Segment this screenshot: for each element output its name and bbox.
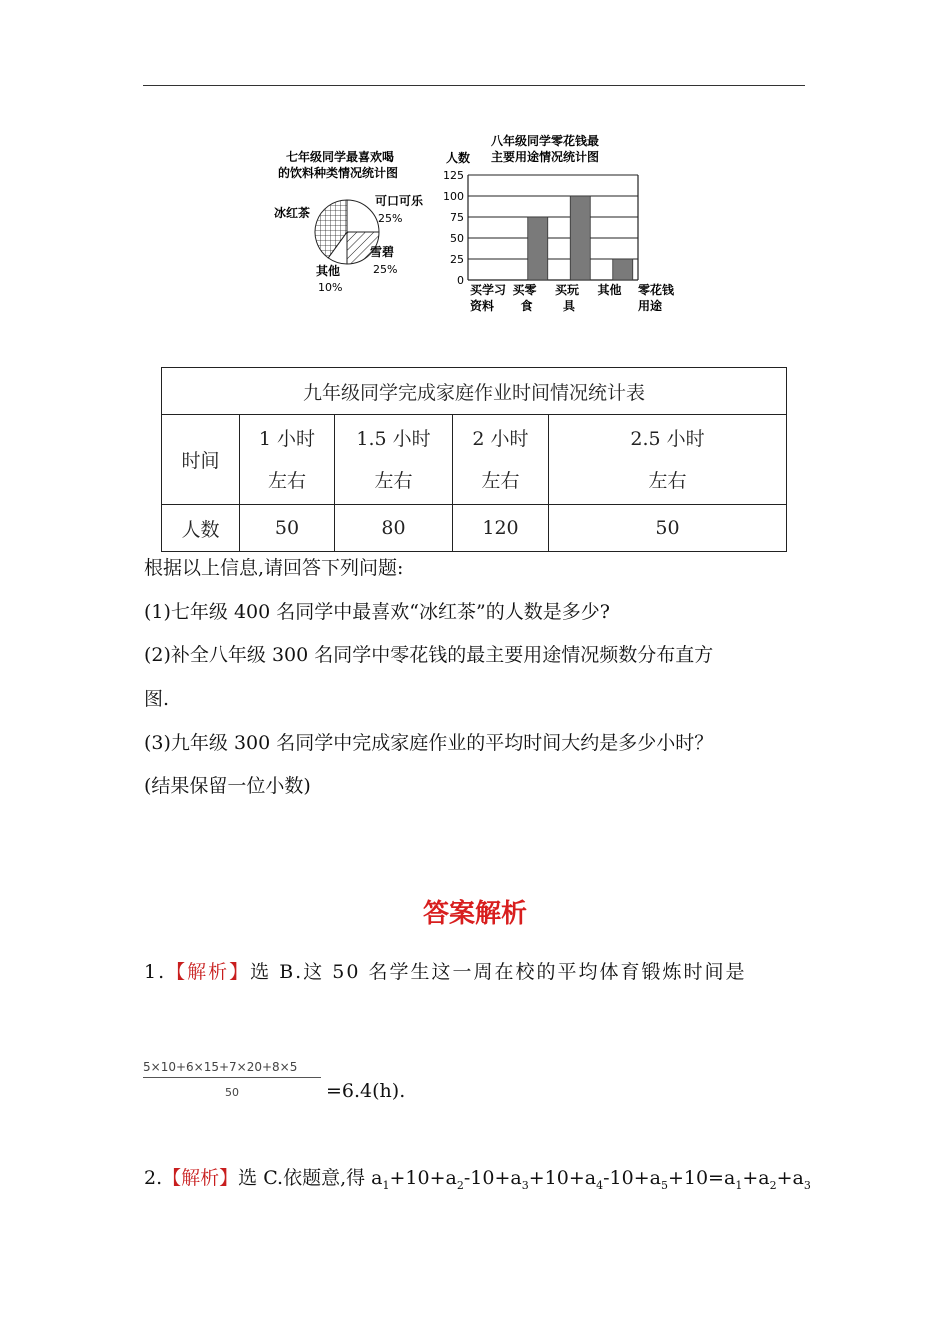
y-tick-label: 75 [450, 211, 464, 224]
pie-label-other: 其他 [316, 264, 341, 278]
expr-part: 1 [735, 1178, 743, 1192]
figure-area [260, 125, 700, 325]
pie-title-line2: 的饮料种类情况统计图 [277, 166, 399, 180]
x-category-label: 具 [563, 299, 576, 313]
row-label-time-a: 时 [181, 450, 201, 472]
bar-title-line2: 主要用途情况统计图 [490, 150, 600, 164]
x-category-label: 买零 [512, 283, 537, 297]
col-1-5h [335, 415, 453, 505]
col-label-line2: 左右 [648, 469, 687, 492]
expr-part: -10+a [603, 1167, 661, 1189]
bar-ylabel: 人数 [446, 151, 471, 165]
bar [528, 217, 548, 280]
expr-part: 2 [769, 1178, 777, 1192]
answer-2 [144, 1163, 811, 1192]
answer-1-fraction [143, 1060, 321, 1099]
pie-label-bing: 冰红茶 [274, 206, 311, 220]
question-1-part-a: (1)七年级 400 名同 [144, 601, 315, 623]
question-1-part-b: 学中最喜欢“冰红茶”的人数是多少? [314, 601, 610, 623]
homework-time-table [161, 367, 787, 552]
count-cell: 50 [549, 505, 787, 552]
expr-part: +10=a [667, 1167, 736, 1189]
col-label-line2: 左右 [374, 469, 413, 492]
col-label-line1: 2 小时 [472, 427, 529, 450]
y-tick-label: 50 [450, 232, 464, 245]
expr-part: +a [776, 1167, 804, 1189]
count-cell: 50 [240, 505, 335, 552]
expr-part: 1 [382, 1178, 390, 1192]
bar-xlabel-line2: 用途 [638, 299, 663, 313]
expr-part: 3 [521, 1178, 529, 1192]
answer-2-text: 选 C.依题意,得 a [238, 1167, 383, 1189]
col-2-5h [549, 415, 787, 505]
bar [570, 196, 590, 280]
expr-part: -10+a [463, 1167, 522, 1189]
expr-part: +10+a [389, 1167, 457, 1189]
fraction-denominator: 50 [225, 1086, 239, 1099]
question-2-line2: 图. [144, 688, 170, 710]
bar [613, 259, 633, 280]
x-category-label: 其他 [597, 283, 622, 297]
col-2h [453, 415, 549, 505]
col-label-line1: 1.5 小时 [356, 427, 431, 450]
pie-label-other-pct: 10% [318, 281, 343, 294]
col-label-line1: 2.5 小时 [630, 427, 705, 450]
question-3-line2: (结果保留一位小数) [144, 775, 311, 797]
pie-label-kele-pct: 25% [378, 212, 403, 225]
answer-2-tag: 【解析】 [162, 1167, 239, 1189]
x-category-label: 食 [520, 299, 533, 313]
header-rule [143, 85, 805, 86]
expr-part: 2 [456, 1178, 464, 1192]
questions-intro: 根据以上信息,请回答下列问题: [144, 557, 404, 579]
y-tick-label: 125 [443, 169, 464, 182]
answer-2-number: 2. [144, 1167, 163, 1189]
answer-1 [144, 957, 746, 984]
answer-1-tag: 【解析】 [166, 961, 251, 983]
row-label-time [162, 415, 240, 505]
y-tick-label: 100 [443, 190, 464, 203]
answers-title: 答案解析 [422, 899, 527, 929]
expr-part: 4 [596, 1178, 604, 1192]
expr-part: 3 [803, 1178, 811, 1192]
col-label-line2: 左右 [267, 469, 306, 492]
count-cell: 120 [453, 505, 549, 552]
figure-svg [260, 125, 700, 325]
count-cell: 80 [335, 505, 453, 552]
expr-part: +a [742, 1167, 770, 1189]
table-title: 九年级同学完成家庭作业时间情况统计表 [162, 368, 787, 415]
pie-title-line1: 七年级同学最喜欢喝 [285, 150, 395, 164]
x-category-label: 买学习 [470, 283, 507, 297]
question-3-line1: (3)九年级 300 名同学中完成家庭作业的平均时间大约是多少小时？ [144, 732, 714, 754]
fraction-numerator: 5×10+6×15+7×20+8×5 [143, 1060, 321, 1078]
expr-part: +10+a [528, 1167, 597, 1189]
bar-xlabel-line1: 零花钱 [638, 283, 675, 297]
question-2-line1: (2)补全八年级 300 名同学中零花钱的最主要用途情况频数分布直方 [144, 644, 714, 666]
bar-title-line1: 八年级同学零花钱最 [490, 134, 600, 148]
row-label-count: 人数 [162, 505, 240, 552]
col-label-line1: 1 小时 [258, 427, 316, 450]
y-tick-label: 0 [457, 274, 464, 287]
answer-1-result: =6.4(h). [326, 1080, 406, 1102]
col-1h [240, 415, 335, 505]
bar-chart [443, 133, 675, 313]
x-category-label: 资料 [470, 299, 495, 313]
pie-label-kele: 可口可乐 [375, 194, 424, 208]
pie-label-xuebi-pct: 25% [373, 263, 398, 276]
x-category-label: 买玩 [555, 283, 580, 297]
pie-label-xuebi: 雪碧 [370, 245, 395, 259]
col-label-line2: 左右 [481, 469, 520, 492]
answer-1-number: 1. [144, 961, 167, 983]
question-1 [144, 597, 610, 624]
expr-part: 5 [660, 1178, 668, 1192]
row-label-time-b: 间 [200, 450, 220, 472]
answer-1-text: 选 B.这 50 名学生这一周在校的平均体育锻炼时间是 [250, 961, 747, 983]
y-tick-label: 25 [450, 253, 464, 266]
